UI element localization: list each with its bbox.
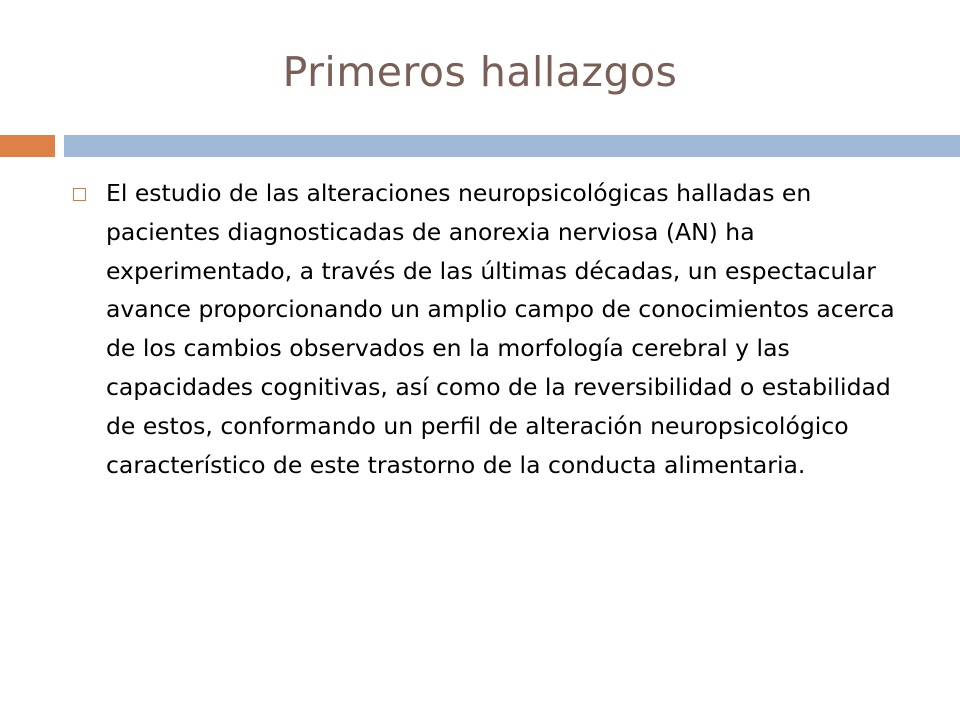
bullet-text: El estudio de las alteraciones neuropsicológicas halladas en pacientes diagnosticadas de anorexia nerviosa (AN) ha experimentado, a través de las últimas décadas, un espectacular avance proporcionando un amplio campo de conocimientos acerca de los cambios observados en la morfología cerebral y las capacidades cognitivas, así como de la reversibilidad o estabilidad de estos, conformando un perfil de alteración neuropsicológico característico de este trastorno de la conducta alimentaria.: [106, 179, 895, 479]
title-accent-bar-orange: [0, 135, 55, 157]
hollow-square-bullet-icon: [73, 188, 86, 201]
bullet-list: [73, 174, 923, 484]
slide-title: Primeros hallazgos: [282, 48, 678, 96]
title-accent-bar-blue: [64, 135, 960, 157]
bullet-item: [73, 174, 923, 484]
